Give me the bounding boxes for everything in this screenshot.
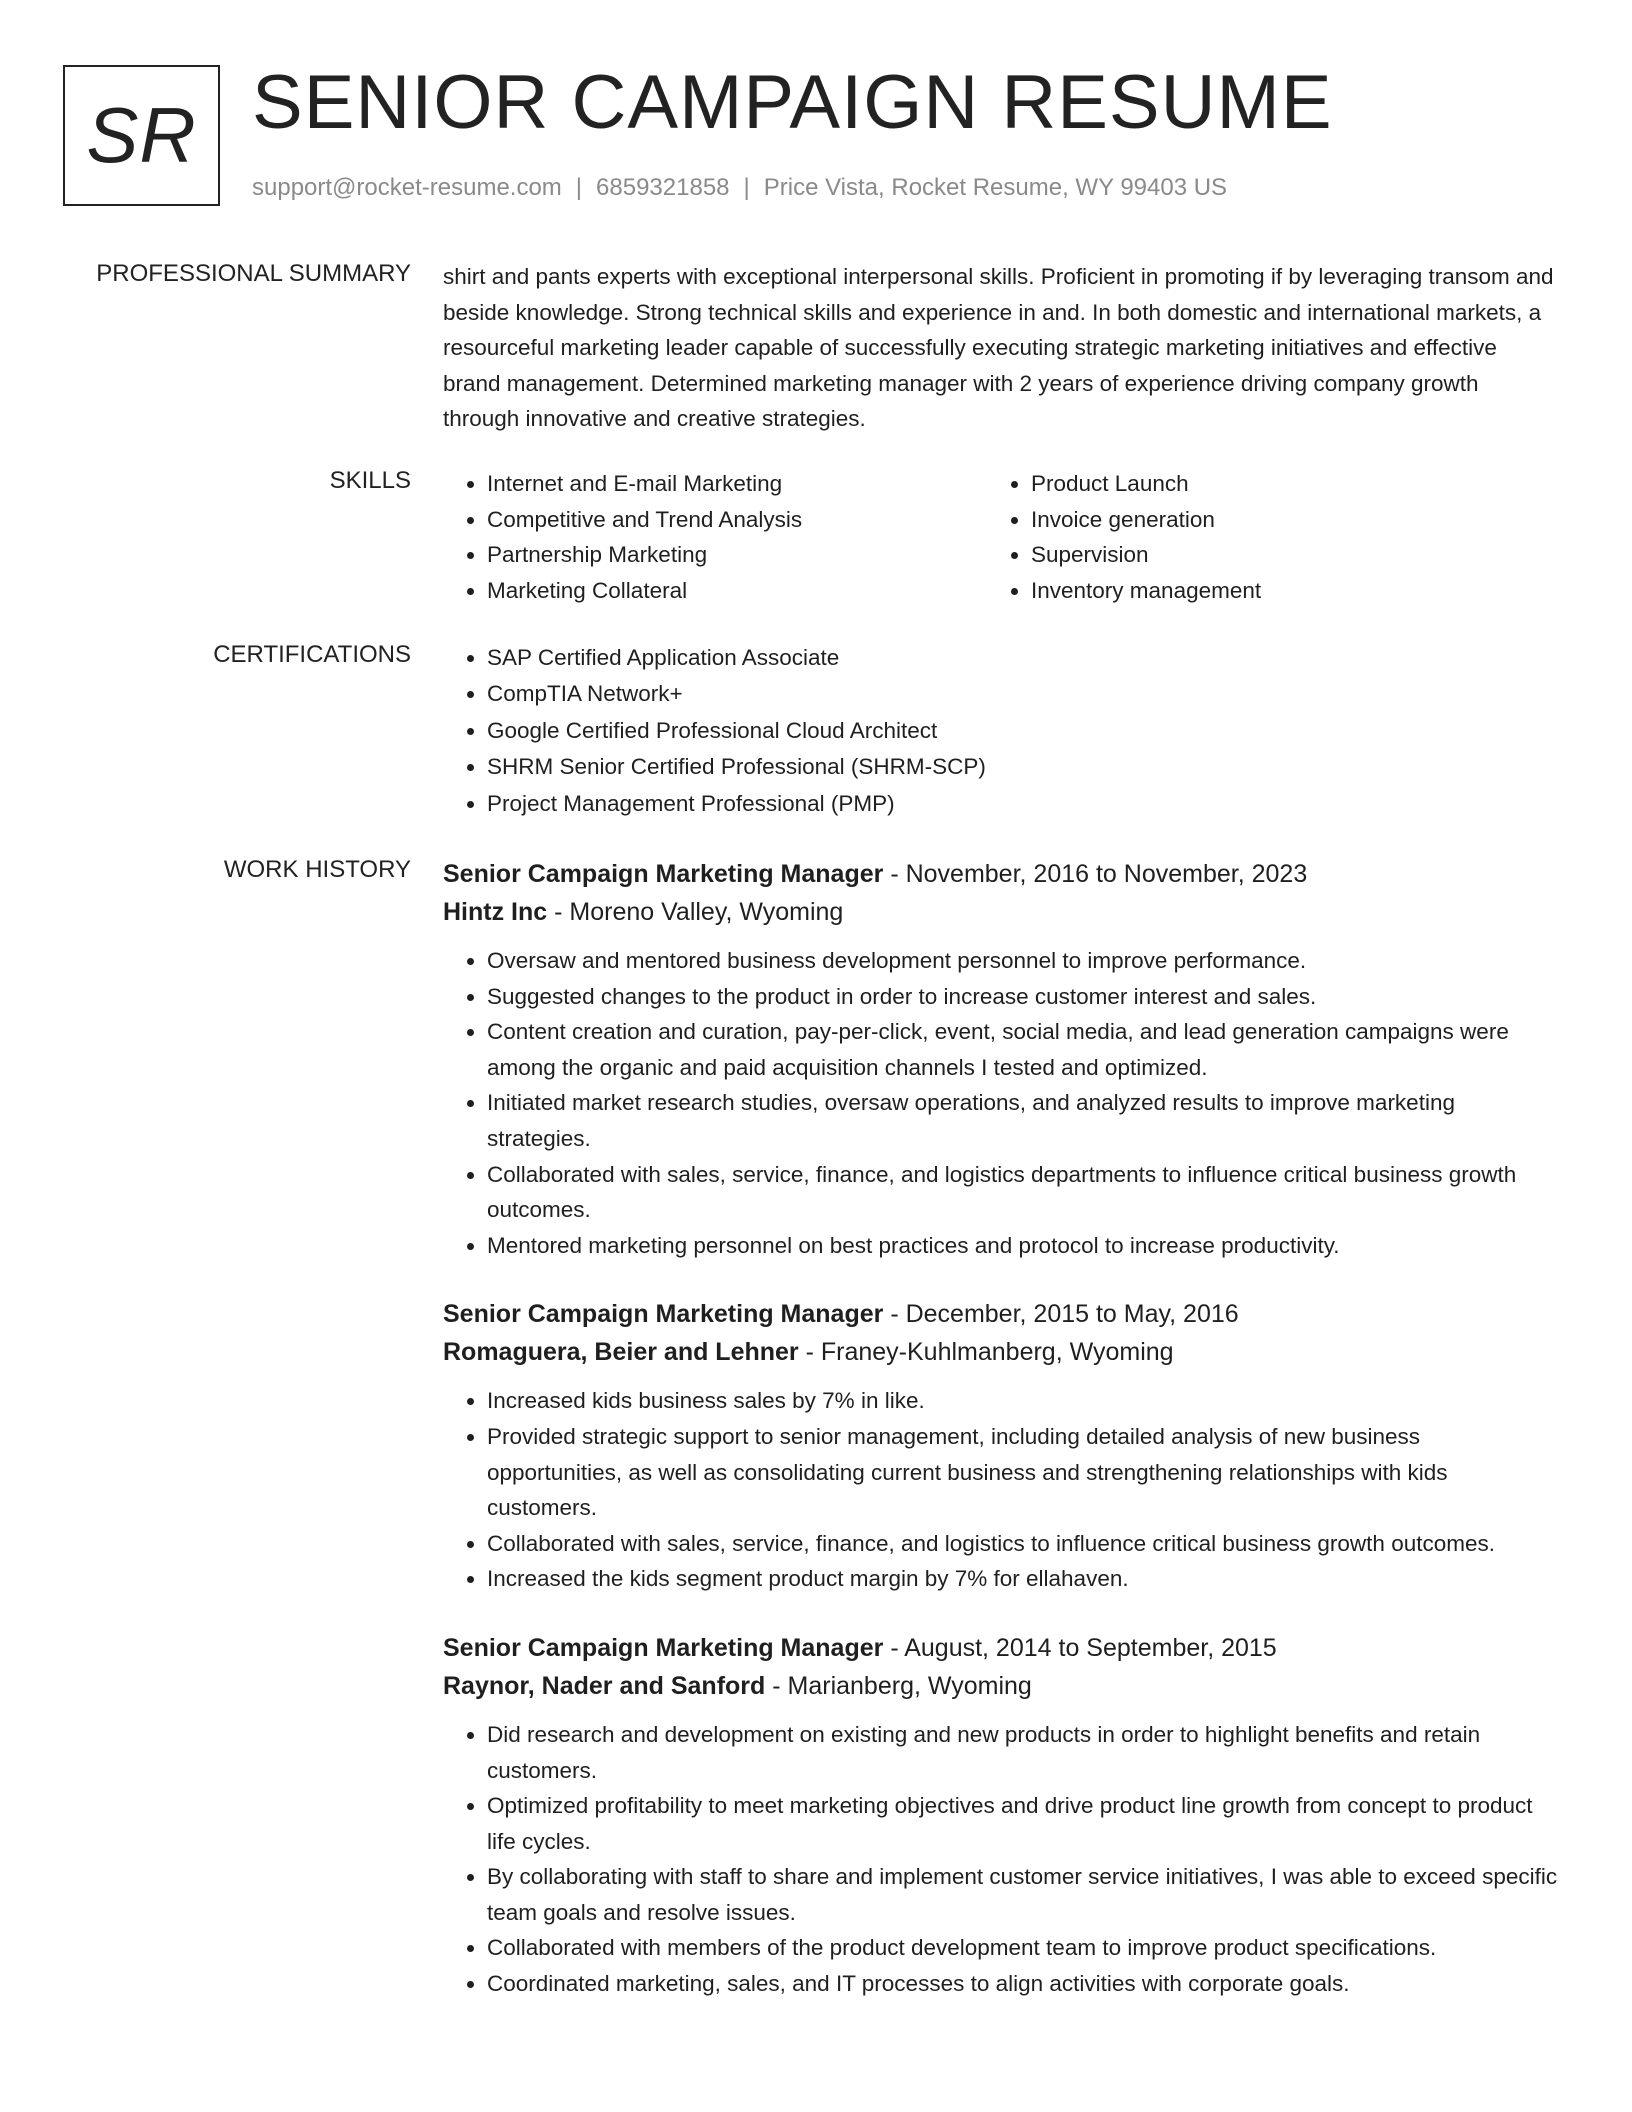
job-bullet: • Increased kids business sales by 7% in like. (487, 1383, 1558, 1419)
certification-item: • SAP Certified Application Associate (487, 640, 1558, 676)
job-bullet: • Content creation and curation, pay-per-click, event, social media, and lead generation campaigns were among the organic and paid acquisition channels I tested and optimized. (487, 1014, 1558, 1085)
contact-separator: | (575, 174, 583, 201)
contact-email[interactable]: support@rocket-resume.com (252, 174, 562, 201)
job-location: - Franey-Kuhlmanberg, Wyoming (798, 1338, 1174, 1367)
summary-heading: PROFESSIONAL SUMMARY (96, 260, 411, 287)
job-bullet: • Optimized profitability to meet marketing objectives and drive product line growth from concept to product life cycles. (487, 1788, 1558, 1859)
job-company-line (443, 1667, 1558, 1705)
job-dates: - November, 2016 to November, 2023 (883, 860, 1308, 888)
job-bullet-list (443, 943, 1558, 1263)
work-history-body (443, 855, 1558, 2002)
job-location: - Marianberg, Wyoming (765, 1671, 1032, 1700)
skill-item: • Supervision (1031, 537, 1531, 573)
job-company-line (443, 1333, 1558, 1371)
job-bullet: • Collaborated with members of the product development team to improve product specifications. (487, 1930, 1558, 1966)
job-bullet: • Increased the kids segment product margin by 7% for ellahaven. (487, 1561, 1558, 1597)
skills-column-left (443, 466, 987, 608)
certification-item: • Google Certified Professional Cloud Architect (487, 713, 1558, 749)
job-title: Senior Campaign Marketing Manager (443, 1633, 884, 1662)
job-entry (443, 1629, 1558, 2002)
certifications-list (443, 640, 1558, 822)
job-title-line (443, 1629, 1558, 1667)
job-bullet-list (443, 1383, 1558, 1597)
job-bullet: • Oversaw and mentored business development personnel to improve performance. (487, 943, 1558, 979)
job-company: Raynor, Nader and Sanford (443, 1671, 766, 1700)
job-location: - Moreno Valley, Wyoming (547, 898, 844, 926)
skill-item: • Internet and E-mail Marketing (487, 466, 987, 502)
job-title: Senior Campaign Marketing Manager (443, 860, 884, 888)
job-company: Hintz Inc (443, 898, 548, 926)
contact-line (252, 173, 1227, 203)
contact-phone[interactable]: 6859321858 (596, 174, 730, 201)
summary-text: shirt and pants experts with exceptional interpersonal skills. Proficient in promoting if by leveraging transom and beside knowledge. Strong technical skills and experience in and. In both domestic and international markets, a resourceful marketing leader capable of successfully executing strategic marketing initiatives and effective brand management. Determined marketing manager with 2 years of experience driving company growth through innovative and creative strategies. (443, 264, 1554, 432)
job-bullet-list (443, 1717, 1558, 2002)
resume-title: SENIOR CAMPAIGN RESUME (252, 60, 1333, 145)
job-bullet: • Provided strategic support to senior management, including detailed analysis of new business opportunities, as well as consolidating current business and strengthening relationships with kids customers. (487, 1419, 1558, 1526)
skill-item: • Inventory management (1031, 573, 1531, 609)
skills-list-left (443, 466, 987, 608)
job-bullet: • Collaborated with sales, service, finance, and logistics to influence critical business growth outcomes. (487, 1526, 1558, 1562)
job-entry (443, 1295, 1558, 1597)
skills-body (443, 466, 1558, 608)
skill-item: • Invoice generation (1031, 502, 1531, 538)
skills-list-right (987, 466, 1531, 608)
skills-heading: SKILLS (329, 467, 411, 494)
certifications-heading: CERTIFICATIONS (213, 641, 411, 668)
job-company-line (443, 893, 1558, 931)
contact-address: Price Vista, Rocket Resume, WY 99403 US (763, 174, 1228, 201)
summary-body (443, 259, 1558, 437)
job-bullet: • Coordinated marketing, sales, and IT processes to align activities with corporate goals. (487, 1966, 1558, 2002)
certification-item: • SHRM Senior Certified Professional (SHRM-SCP) (487, 749, 1558, 785)
work-history-heading: WORK HISTORY (223, 856, 411, 883)
job-dates: - December, 2015 to May, 2016 (883, 1300, 1239, 1329)
job-entry (443, 855, 1558, 1263)
skills-column-right (987, 466, 1531, 608)
certifications-body (443, 640, 1558, 822)
job-bullet: • Mentored marketing personnel on best practices and protocol to increase productivity. (487, 1228, 1558, 1264)
job-company: Romaguera, Beier and Lehner (443, 1338, 799, 1367)
job-bullet: • Did research and development on existing and new products in order to highlight benefits and retain customers. (487, 1717, 1558, 1788)
certification-item: • CompTIA Network+ (487, 676, 1558, 712)
monogram-logo: SR (63, 65, 220, 206)
job-bullet: • Collaborated with sales, service, finance, and logistics departments to influence critical business growth outcomes. (487, 1157, 1558, 1228)
skill-item: • Competitive and Trend Analysis (487, 502, 987, 538)
job-bullet: • By collaborating with staff to share and implement customer service initiatives, I was able to exceed specific team goals and resolve issues. (487, 1859, 1558, 1930)
skill-item: • Partnership Marketing (487, 537, 987, 573)
skill-item: • Product Launch (1031, 466, 1531, 502)
job-dates: - August, 2014 to September, 2015 (883, 1633, 1277, 1662)
job-title-line (443, 1295, 1558, 1333)
skill-item: • Marketing Collateral (487, 573, 987, 609)
job-title-line (443, 855, 1558, 893)
contact-separator: | (743, 174, 750, 201)
job-title: Senior Campaign Marketing Manager (443, 1300, 884, 1329)
certification-item: • Project Management Professional (PMP) (487, 786, 1558, 822)
job-bullet: • Initiated market research studies, oversaw operations, and analyzed results to improve marketing strategies. (487, 1085, 1558, 1156)
job-bullet: • Suggested changes to the product in order to increase customer interest and sales. (487, 979, 1558, 1015)
